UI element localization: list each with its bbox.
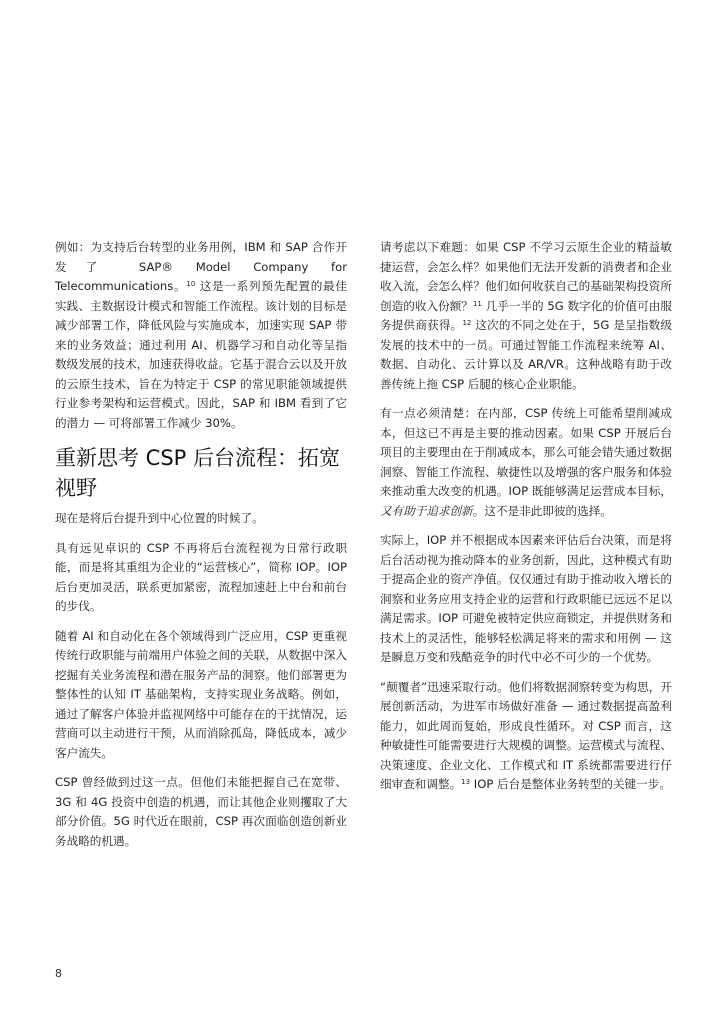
text: IOP 后台是整体业务转型的关键一步。 [470,777,671,791]
paragraph-intro: 现在是将后台提升到中心位置的时候了。 [55,511,264,525]
right-column [380,238,672,805]
paragraph-questions [380,238,672,394]
paragraph-disruptors [380,678,672,795]
text: 例如：为支持后台转型的业务用例，IBM 和 SAP 合作开发了 SAP® Model Company for Telecommunications。 [55,240,347,293]
text: 有一点必须清楚：在内部，CSP 传统上可能希望削减成本，但这已不再是主要的推动因素。如果 CSP 开展后台项目的主要理由在于削减成本，那么可能会错失通过数据洞察、智能工作流程、敏捷性以及增强的客户服务和体验来推动重大改变的机遇。IOP 既能够满足运营成本目标， [380,406,672,498]
footnote-ref: 13 [461,778,471,786]
section-heading: 重新思考 CSP 后台流程：拓宽视野 [55,446,341,500]
paragraph-ai-automation: 随着 AI 和自动化在各个领域得到广泛应用，CSP 更重视传统行政职能与前端用户体验之间的关联，从数据中深入挖掘有关业务流程和潜在服务产品的洞察。他们部署更为整体性的认知 IT 基础架构，支持实现业务战略。例如，通过了解客户体验并监视网络中可能存在的干扰情况，运营商可以主动进行干预，从而消除孤岛，降低成本，减少客户流失。 [55,628,347,760]
paragraph-iop: 具有远见卓识的 CSP 不再将后台流程视为日常行政职能，而是将其重组为企业的“运营核心”，简称 IOP。IOP 后台更加灵活，联系更加紧密，流程加速赶上中台和前台的步伐。 [55,540,347,613]
text: 几乎一半的 5G 数字化的价值可由服务提供商获得。 [380,298,672,332]
paragraph-sap-model-company [55,238,347,433]
text: 。这不是非此即彼的选择。 [472,503,612,518]
emphasis-text: 又有助于追求创新 [380,503,473,518]
footnote-ref: 10 [186,280,196,288]
text: 这是一系列预先配置的最佳实践、主数据设计模式和智能工作流程。该计划的目标是减少部署工作，降低风险与实施成本，加速实现 SAP 带来的业务效益；通过利用 AI、机器学习和自动化等呈指数级发展的技术，加速获得收益。它基于混合云以及开放的云原生技术，旨在为特定于 CSP 的常见职能领域提供行业参考架构和运营模式。因此，SAP 和 IBM 看到了它的潜力 — 可将部署工作减少 30%。 [55,279,347,430]
paragraph-cost-reduction [380,404,672,521]
page-number: 8 [55,967,62,980]
footnote-ref: 12 [462,319,472,327]
text: 请考虑以下难题：如果 CSP 不学习云原生企业的精益敏捷运营，会怎么样？如果他们无法开发新的消费者和企业收入流，会怎么样？他们如何收获自己的基础架构投资所创造的收入份额？ [380,240,672,313]
paragraph-5g-opportunity: CSP 曾经做到过这一点。但他们未能把握自己在宽带、3G 和 4G 投资中创造的机遇，而让其他企业则攫取了大部分价值。5G 时代近在眼前，CSP 再次面临创造创新业务战略的机遇。 [55,775,347,848]
footnote-ref: 11 [472,299,482,308]
left-column [55,238,347,861]
text: “颠覆者”迅速采取行动。他们将数据洞察转变为构思，开展创新活动，为进军市场做好准备 — 通过数据提高盈利能力，如此周而复始，形成良性循环。对 CSP 而言，这种敏捷性可能需要进行大规模的调整。运营模式与流程、决策速度、企业文化、工作模式和 IT 系统都需要进行仔细审查和调整。 [380,679,672,791]
text: 这次的不同之处在于，5G 是呈指数级发展的技术中的一员。可通过智能工作流程来统筹 AI、数据、自动化、云计算以及 AR/VR。这种战略有助于改善传统上拖 CSP 后腿的核心企业职能。 [380,318,672,391]
paragraph-iop-value: 实际上，IOP 并不根据成本因素来评估后台决策，而是将后台活动视为推动降本的业务创新，因此，这种模式有助于提高企业的资产净值。仅仅通过有助于推动收入增长的洞察和业务应用支持企业的运营和行政职能已远远不足以满足需求。IOP 可避免被特定供应商锁定，并提供财务和技术上的灵活性，能够轻松满足将来的需求和用例 — 这是瞬息万变和残酷竞争的时代中必不可少的一个优势。 [380,533,672,664]
